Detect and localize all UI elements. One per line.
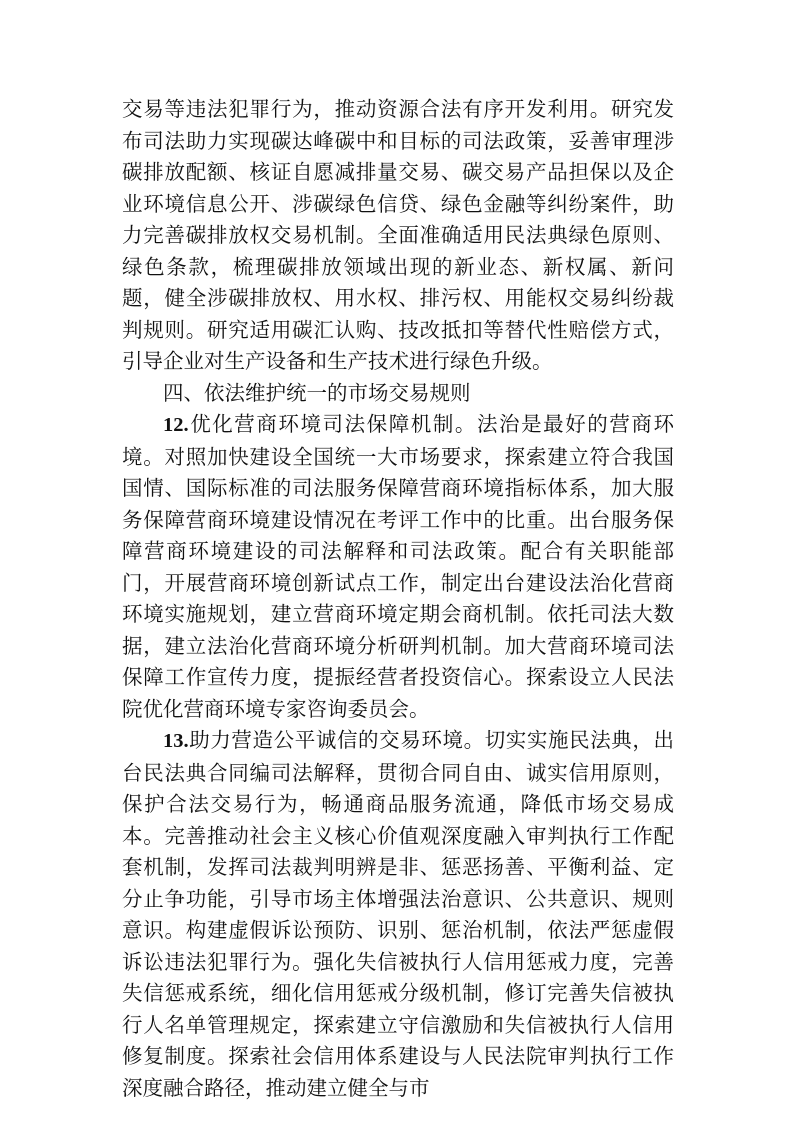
document-body <box>122 94 674 1104</box>
section-heading: 四、依法维护统一的市场交易规则 <box>163 380 471 405</box>
item-13-body: 切实实施民法典，出台民法典合同编司法解释，贯彻合同自由、诚实信用原则，保护合法交易行为，畅通商品服务流通，降低市场交易成本。完善推动社会主义核心价值观深度融入审判执行工作配套机制，发挥司法裁判明辨是非、惩恶扬善、平衡利益、定分止争功能，引导市场主体增强法治意识、公共意识、规则意识。构建虚假诉讼预防、识别、惩治机制，依法严惩虚假诉讼违法犯罪行为。强化失信被执行人信用惩戒力度，完善失信惩戒系统，细化信用惩戒分级机制，修订完善失信被执行人名单管理规定，探索建立守信激励和失信被执行人信用修复制度。探索社会信用体系建设与人民法院审判执行工作深度融合路径，推动建立健全与市 <box>122 728 675 1100</box>
item-13-lead: 助力营造公平诚信的交易环境。 <box>188 728 485 752</box>
item-12-number: 12. <box>163 414 189 436</box>
item-13-paragraph <box>122 725 674 1104</box>
item-12-paragraph <box>122 409 674 725</box>
item-12-lead: 优化营商环境司法保障机制。 <box>188 412 477 436</box>
item-12-body: 法治是最好的营商环境。对照加快建设全国统一大市场要求，探索建立符合我国国情、国际标准的司法服务保障营商环境指标体系，加大服务保障营商环境建设情况在考评工作中的比重。出台服务保障营商环境建设的司法解释和司法政策。配合有关职能部门，开展营商环境创新试点工作，制定出台建设法治化营商环境实施规划，建立营商环境定期会商机制。依托司法大数据，建立法治化营商环境分析研判机制。加大营商环境司法保障工作宣传力度，提振经营者投资信心。探索设立人民法院优化营商环境专家咨询委员会。 <box>122 412 674 721</box>
item-13-number: 13. <box>163 730 189 752</box>
continued-paragraph: 交易等违法犯罪行为，推动资源合法有序开发利用。研究发布司法助力实现碳达峰碳中和目标的司法政策，妥善审理涉碳排放配额、核证自愿减排量交易、碳交易产品担保以及企业环境信息公开、涉碳绿色信贷、绿色金融等纠纷案件，助力完善碳排放权交易机制。全面准确适用民法典绿色原则、绿色条款，梳理碳排放领域出现的新业态、新权属、新问题，健全涉碳排放权、用水权、排污权、用能权交易纠纷裁判规则。研究适用碳汇认购、技改抵扣等替代性赔偿方式，引导企业对生产设备和生产技术进行绿色升级。 <box>122 97 674 373</box>
